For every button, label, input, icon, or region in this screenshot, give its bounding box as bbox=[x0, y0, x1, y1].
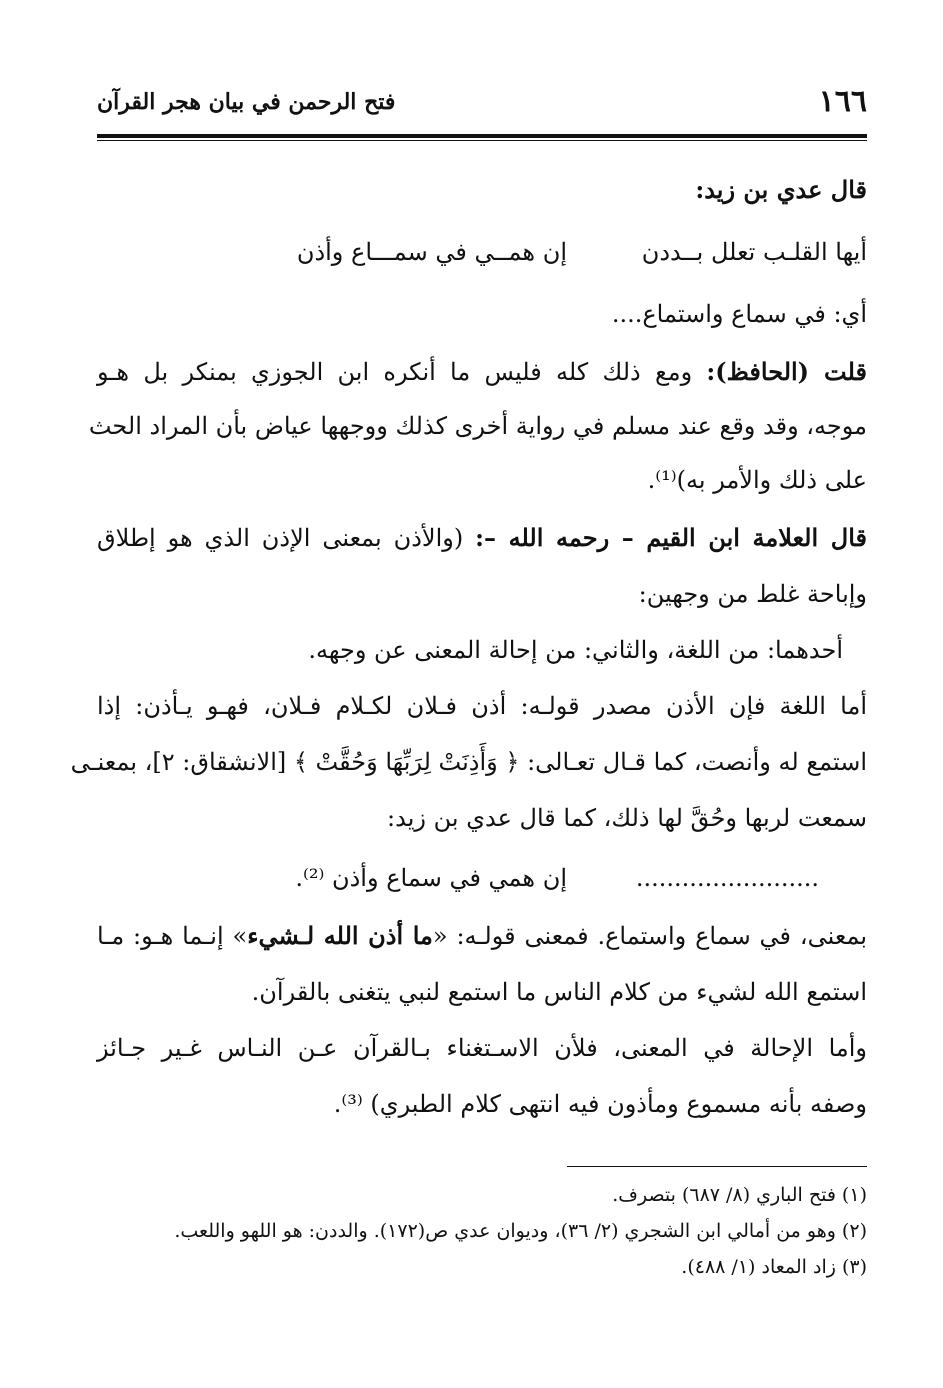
text-line: وإباحة غلط من وجهين: bbox=[638, 580, 867, 608]
text-run: » إنـما هـو: مـا bbox=[97, 922, 248, 950]
bold-phrase: قلت (الحافظ): bbox=[706, 357, 867, 386]
footnote: (١) فتح الباري (٨/ ٦٨٧) بتصرف. bbox=[612, 1184, 867, 1206]
footnote: (٢) وهو من أمالي ابن الشجري (٢/ ٣٦)، وديوان عدي ص(١٧٢). والددن: هو اللهو واللعب. bbox=[174, 1220, 867, 1242]
running-title: فتح الرحمن في بيان هجر القرآن bbox=[97, 89, 396, 115]
verse-second-hemistich: إن همي في سماع وأذن ⁽²⁾. bbox=[295, 864, 567, 892]
text-line bbox=[97, 916, 867, 956]
text-line: استمع الله لشيء من كلام الناس ما استمع لنبي يتغنى بالقرآن. bbox=[251, 978, 867, 1006]
text-line bbox=[97, 352, 867, 392]
text-run: بمعنى، في سماع واستماع. فمعنى قولـه: « bbox=[432, 922, 867, 950]
text-run: ومع ذلك كله فليس ما أنكره ابن الجوزي بمنكر بل هـو bbox=[97, 358, 707, 386]
page-header bbox=[97, 82, 867, 122]
text-line: أما اللغة فإن الأذن مصدر قولـه: أذن فـلان لكـلام فـلان، فهـو يـأذن: إذا bbox=[97, 692, 867, 720]
footnote-separator bbox=[567, 1166, 867, 1167]
text-line: على ذلك والأمر به)⁽¹⁾. bbox=[647, 466, 867, 494]
page-number: ١٦٦ bbox=[818, 84, 867, 119]
text-line: موجه، وقد وقع عند مسلم في رواية أخرى كذلك ووجهها عياض بأن المراد الحث bbox=[88, 412, 867, 440]
bold-phrase: قال العلامة ابن القيم – رحمه الله –: bbox=[475, 523, 867, 552]
verse-first-hemistich: أيها القلـب تعلل بــددن bbox=[641, 238, 867, 266]
bold-phrase: ما أذن الله لـشيء bbox=[247, 921, 433, 950]
text-line bbox=[97, 518, 867, 558]
text-run: (والأذن بمعنى الإذن الذي هو إطلاق bbox=[97, 524, 476, 552]
verse-second-hemistich: إن همــي في سمـــاع وأذن bbox=[296, 238, 567, 266]
text-line: أحدهما: من اللغة، والثاني: من إحالة المعنى عن وجهه. bbox=[308, 636, 843, 664]
header-rule-thin bbox=[97, 140, 867, 141]
text-line: وصفه بأنه مسموع ومأذون فيه انتهى كلام الطبري) ⁽³⁾. bbox=[333, 1090, 867, 1118]
verse-first-hemistich: ........................ bbox=[635, 864, 819, 892]
footnote: (٣) زاد المعاد (١/ ٤٨٨). bbox=[681, 1256, 867, 1278]
text-line: أي: في سماع واستماع.... bbox=[611, 300, 867, 328]
text-line: استمع له وأنصت، كما قـال تعـالى: ﴿ وَأَذِنَتْ لِرَبِّهَا وَحُقَّتْ ﴾ [الانشقاق: ٢]، بمعنـى bbox=[70, 748, 867, 776]
text-line: قال عدي بن زيد: bbox=[695, 175, 867, 204]
text-line: سمعت لربها وحُقَّ لها ذلك، كما قال عدي بن زيد: bbox=[387, 804, 867, 832]
header-rule-thick bbox=[97, 134, 867, 138]
text-line: وأما الإحالة في المعنى، فلأن الاسـتغناء بـالقرآن عـن النـاس غـير جـائز bbox=[97, 1034, 867, 1062]
